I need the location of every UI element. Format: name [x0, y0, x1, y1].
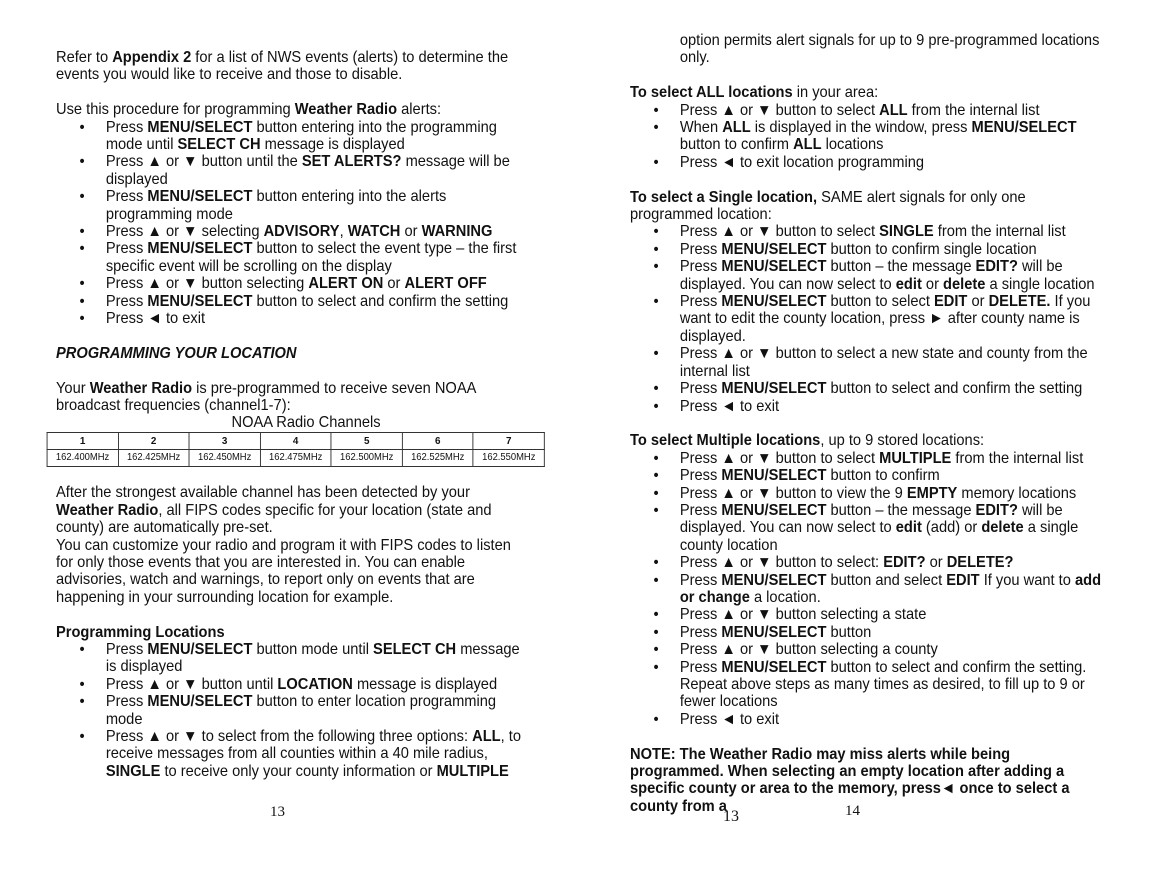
bold-run: MENU/SELECT	[721, 623, 827, 641]
text-run: Press	[679, 467, 722, 485]
list-item	[106, 693, 526, 728]
multiple-heading	[630, 432, 1105, 449]
single-heading	[630, 189, 1105, 224]
programming-locations-heading: Programming Locations	[56, 623, 225, 641]
list-item	[680, 624, 1105, 641]
page-number-left: 13	[270, 804, 285, 820]
list-item	[680, 102, 1105, 119]
text-run: Press ▲ or ▼ button until the	[105, 153, 302, 171]
frequency-cell: 162.400MHz	[47, 449, 118, 466]
left-page	[55, 49, 536, 780]
text-run: Press	[105, 640, 148, 658]
text-run: Press ▲ or ▼ button selecting	[105, 275, 309, 293]
customize-paragraph: You can customize your radio and program it with FIPS codes to listen for only those events that you are interested in. You can enable advisories, watch and warnings, to report only on events that are happening in your surrounding location for example.	[56, 536, 511, 606]
procedure-paragraph	[56, 101, 526, 118]
note-paragraph: NOTE: The Weather Radio may miss alerts while being programmed. When selecting an empty location after adding a specific county or area to the memory, press◄ once to select a county from a	[630, 745, 1070, 815]
frequency-cell: 162.425MHz	[118, 449, 189, 466]
text-run: button entering into the alerts programming mode	[105, 188, 447, 223]
text-run: (add) or	[921, 519, 982, 537]
list-item	[680, 293, 1105, 345]
list-item	[680, 467, 1105, 484]
multiple-steps-list	[630, 450, 1105, 729]
bold-run: add or change	[679, 571, 1102, 606]
text-run: Press ◄ to exit	[679, 710, 780, 728]
list-item	[680, 119, 1105, 154]
text-run: or	[925, 554, 947, 572]
text-run: Use this procedure for programming	[56, 101, 295, 119]
bold-run: LOCATION	[277, 675, 353, 693]
bold-run: MENU/SELECT	[721, 571, 827, 589]
text-run: Press	[679, 240, 722, 258]
text-run: Press ▲ or ▼ button to select a new state and county from the internal list	[679, 345, 1088, 380]
bold-run: SINGLE	[879, 223, 934, 241]
text-run: Press	[679, 658, 722, 676]
list-item	[106, 641, 526, 676]
list-item	[106, 153, 526, 188]
table-caption: NOAA Radio Channels	[231, 414, 381, 432]
list-item	[106, 188, 526, 223]
text-run: Press	[105, 292, 148, 310]
list-item	[680, 241, 1105, 258]
text-run: Press ▲ or ▼ button to select	[679, 101, 880, 119]
text-run: message will be displayed	[105, 153, 510, 188]
text-run: will be displayed. You can now select to	[679, 501, 1063, 537]
bold-run: Appendix 2	[112, 49, 192, 66]
text-run: or	[967, 293, 989, 311]
text-run: is displayed in the window, press	[750, 119, 972, 137]
text-run: After the strongest available channel has been detected by your	[56, 484, 470, 502]
bold-run: MENU/SELECT	[971, 119, 1077, 137]
list-item	[680, 258, 1105, 293]
bold-run: MENU/SELECT	[721, 240, 827, 258]
bold-run: MENU/SELECT	[721, 467, 827, 485]
bold-run: edit	[895, 519, 922, 537]
bold-run: DELETE?	[946, 554, 1014, 572]
text-run: button to select and confirm the setting. Repeat above steps as many times as desired, to fill up to 9 or fewer locations	[679, 658, 1087, 711]
bold-run: delete	[981, 519, 1024, 537]
list-item	[680, 554, 1105, 571]
location-steps-list	[56, 641, 526, 780]
list-item	[680, 711, 1105, 728]
bold-run: Weather Radio	[56, 501, 159, 519]
bold-run: MENU/SELECT	[147, 693, 253, 711]
bold-run: WARNING	[421, 223, 493, 241]
text-run: for a list of NWS events (alerts) to determine the events you would like to receive and those to disable.	[56, 49, 509, 84]
channel-cell: 7	[473, 432, 544, 449]
list-item	[680, 641, 1105, 658]
list-item	[106, 728, 526, 780]
text-run: button and select	[826, 571, 947, 589]
bold-run: SELECT CH	[373, 640, 457, 658]
text-run: Press ▲ or ▼ button to select	[679, 223, 880, 241]
location-heading: PROGRAMMING YOUR LOCATION	[56, 344, 297, 362]
text-run: alerts:	[397, 101, 442, 119]
bold-run: MENU/SELECT	[721, 258, 827, 276]
text-run: Press	[105, 240, 148, 258]
list-item	[680, 345, 1105, 380]
bold-run: EDIT?	[975, 501, 1018, 519]
text-run: , all FIPS codes specific for your location (state and county) are automatically pre-set.	[56, 501, 492, 537]
channel-cell: 6	[402, 432, 473, 449]
page-number-right: 14	[845, 803, 860, 819]
text-run: button to select the event type – the first specific event will be scrolling on the display	[105, 240, 517, 275]
bold-run: MENU/SELECT	[147, 240, 253, 258]
frequency-cell: 162.500MHz	[331, 449, 402, 466]
continuation-paragraph: option permits alert signals for up to 9 pre-programmed locations only.	[679, 32, 1100, 67]
frequency-cell: 162.450MHz	[189, 449, 260, 466]
page-number-stray: 13	[723, 808, 739, 825]
frequency-cell: 162.525MHz	[402, 449, 473, 466]
bold-run: SET ALERTS?	[301, 153, 402, 171]
channel-cell: 1	[47, 432, 118, 449]
list-item	[680, 398, 1105, 415]
text-run: Press ◄ to exit	[105, 310, 206, 328]
channel-cell: 4	[260, 432, 331, 449]
bold-run: MENU/SELECT	[721, 293, 827, 311]
bold-run: EDIT?	[975, 258, 1018, 276]
text-run: button to enter location programming mode	[105, 693, 497, 728]
text-run: from the internal list	[933, 223, 1066, 241]
text-run: to receive only your county information or	[160, 762, 437, 780]
bold-run: Weather Radio	[89, 379, 193, 397]
text-run: Press ▲ or ▼ button selecting a state	[679, 606, 927, 624]
frequency-cell: 162.475MHz	[260, 449, 331, 466]
text-run: or	[921, 275, 944, 293]
bold-run: MENU/SELECT	[147, 188, 253, 206]
text-run: Your	[56, 379, 90, 397]
text-run: Press ◄ to exit	[679, 397, 780, 415]
text-run: When	[679, 119, 723, 137]
intro-paragraph	[56, 49, 526, 84]
text-run: Press	[679, 571, 722, 589]
bold-run: ALERT OFF	[404, 275, 487, 293]
list-item	[680, 606, 1105, 623]
text-run: locations	[821, 136, 884, 154]
list-item	[106, 240, 526, 275]
text-run: a single location	[985, 275, 1095, 293]
text-run: or	[383, 275, 405, 293]
text-run: Press	[679, 501, 722, 519]
list-item	[106, 293, 526, 310]
text-run: a single county location	[679, 519, 1079, 554]
text-run: memory locations	[957, 484, 1077, 502]
list-item	[680, 450, 1105, 467]
list-item	[680, 502, 1105, 554]
list-item	[106, 676, 526, 693]
preprogrammed-paragraph	[56, 380, 526, 415]
text-run: a location.	[749, 588, 821, 606]
right-page	[630, 32, 1105, 815]
text-run: button to confirm	[826, 467, 940, 485]
text-run: Press	[105, 188, 148, 206]
alert-steps-list	[56, 119, 526, 328]
channel-cell: 2	[118, 432, 189, 449]
bold-run: MENU/SELECT	[721, 658, 827, 676]
text-run: If you want to edit the county location, press ► after county name is displayed.	[679, 293, 1091, 345]
text-run: button to select and confirm the setting	[252, 292, 509, 310]
text-run: Press	[679, 623, 722, 641]
bold-run: ALL	[793, 136, 822, 154]
bold-run: SINGLE	[105, 762, 161, 780]
text-run: Press ▲ or ▼ button until	[105, 675, 278, 693]
bold-run: MULTIPLE	[436, 762, 509, 780]
bold-run: EDIT	[934, 293, 968, 311]
bold-run: edit	[895, 275, 922, 293]
bold-run: WATCH	[347, 223, 401, 241]
bold-run: MENU/SELECT	[147, 118, 253, 136]
text-run: , to receive messages from all counties within a 40 mile radius,	[105, 727, 522, 763]
text-run: Press ▲ or ▼ to select from the following three options:	[105, 727, 473, 745]
text-run: button to select	[826, 293, 935, 311]
text-run: SAME alert signals for only one programmed location:	[630, 188, 1026, 224]
text-run: Press ▲ or ▼ button to select:	[679, 554, 884, 572]
bold-run: MENU/SELECT	[147, 640, 253, 658]
text-run: message is displayed	[260, 136, 405, 154]
bold-run: Weather Radio	[294, 101, 398, 119]
bold-run: ALL	[472, 727, 501, 745]
text-run: button mode until	[252, 640, 374, 658]
bold-run: MENU/SELECT	[721, 380, 827, 398]
bold-run: EDIT	[946, 571, 980, 589]
text-run: button	[826, 623, 872, 641]
bold-run: To select Multiple locations	[630, 432, 821, 450]
text-run: is pre-programmed to receive seven NOAA broadcast frequencies (channel1-7):	[56, 379, 476, 415]
frequency-cell: 162.550MHz	[473, 449, 544, 466]
text-run: Press ▲ or ▼ button to view the 9	[679, 484, 907, 502]
list-item	[680, 154, 1105, 171]
bold-run: EMPTY	[906, 484, 958, 502]
list-item	[680, 572, 1105, 607]
list-item	[680, 485, 1105, 502]
list-item	[680, 659, 1105, 711]
text-run: If you want to	[979, 571, 1075, 589]
bold-run: To select ALL locations	[630, 84, 793, 102]
bold-run: MENU/SELECT	[147, 292, 253, 310]
text-run: Press ◄ to exit location programming	[679, 153, 925, 171]
channel-cell: 5	[331, 432, 402, 449]
text-run: , up to 9 stored locations:	[820, 432, 985, 450]
text-run: from the internal list	[951, 449, 1084, 467]
channel-cell: 3	[189, 432, 260, 449]
bold-run: ADVISORY	[263, 223, 340, 241]
text-run: Refer to	[56, 49, 113, 66]
text-run: Press ▲ or ▼ button to select	[679, 449, 880, 467]
text-run: ,	[339, 223, 348, 241]
text-run: will be displayed. You can now select to	[679, 258, 1063, 293]
all-steps-list	[630, 102, 1105, 172]
bold-run: To select a Single location,	[630, 188, 818, 206]
list-item	[106, 223, 526, 240]
frequency-row	[47, 449, 544, 466]
text-run: or	[400, 223, 422, 241]
text-run: button to confirm single location	[826, 240, 1037, 258]
text-run: button to confirm	[679, 136, 794, 154]
channel-row	[47, 432, 544, 449]
bold-run: ALL	[722, 119, 751, 137]
text-run: message is displayed	[352, 675, 498, 693]
bold-run: delete	[943, 275, 986, 293]
single-steps-list	[630, 223, 1105, 414]
text-run: Press ▲ or ▼ button selecting a county	[679, 641, 938, 659]
text-run: button – the message	[826, 258, 976, 276]
text-run: from the internal list	[907, 101, 1040, 119]
text-run: button to select and confirm the setting	[826, 380, 1083, 398]
text-run: button – the message	[826, 501, 976, 519]
text-run: in your area:	[792, 84, 879, 102]
bold-run: MENU/SELECT	[721, 501, 827, 519]
text-run: Press	[679, 380, 722, 398]
channel-table	[47, 432, 545, 467]
text-run: Press	[679, 293, 722, 311]
list-item	[106, 310, 526, 327]
list-item	[106, 275, 526, 292]
text-run: button entering into the programming mode until	[105, 118, 497, 154]
text-run: Press	[105, 118, 148, 136]
bold-run: SELECT CH	[177, 136, 261, 154]
all-heading	[630, 84, 1105, 101]
text-run: Press ▲ or ▼ selecting	[105, 223, 264, 241]
bold-run: ALL	[879, 101, 908, 119]
list-item	[106, 119, 526, 154]
list-item	[680, 380, 1105, 397]
bold-run: DELETE.	[988, 293, 1051, 311]
text-run: Press	[105, 693, 148, 711]
list-item	[680, 223, 1105, 240]
bold-run: EDIT?	[883, 554, 926, 572]
after-table-paragraph	[56, 484, 526, 536]
text-run: Press	[679, 258, 722, 276]
text-run: message is displayed	[105, 640, 520, 676]
bold-run: MULTIPLE	[879, 449, 952, 467]
bold-run: ALERT ON	[308, 275, 384, 293]
